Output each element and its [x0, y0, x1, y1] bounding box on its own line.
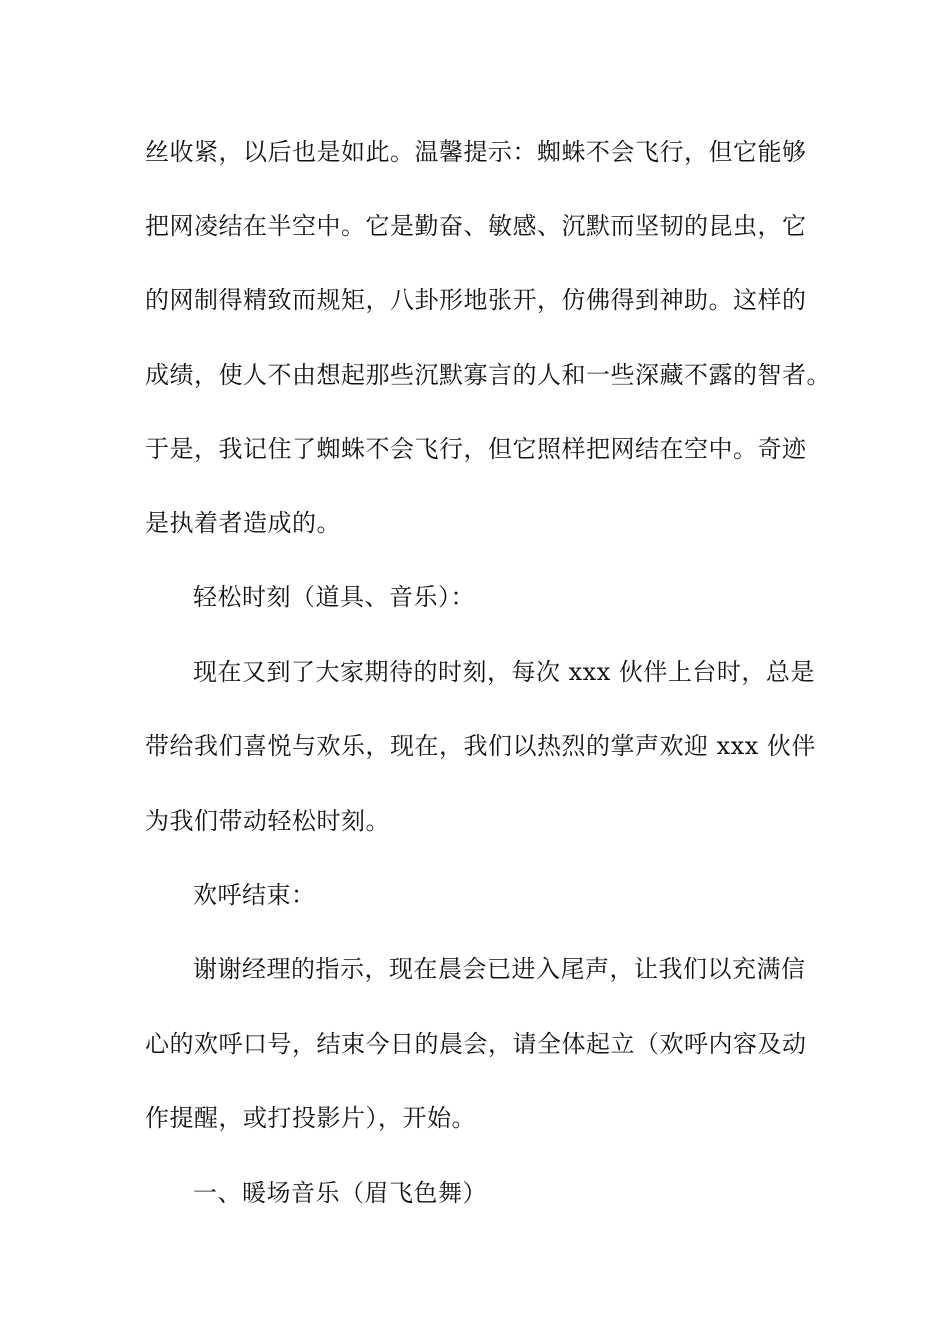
paragraph-line: 于是，我记住了蜘蛛不会飞行，但它照样把网结在空中。奇迹 [145, 435, 807, 463]
paragraph-line: 把网凌结在半空中。它是勤奋、敏感、沉默而坚韧的昆虫，它 [145, 212, 807, 240]
paragraph-line: 的网制得精致而规矩，八卦形地张开，仿佛得到神助。这样的 [145, 286, 807, 314]
section-heading-cheer-end: 欢呼结束： [193, 881, 316, 909]
paragraph-line: 作提醒，或打投影片），开始。 [145, 1104, 476, 1132]
section-heading-warmup-music: 一、暖场音乐（眉飞色舞） [193, 1179, 487, 1207]
paragraph-line: 是执着者造成的。 [145, 509, 341, 537]
paragraph-line: 心的欢呼口号，结束今日的晨会，请全体起立（欢呼内容及动 [145, 1030, 807, 1058]
paragraph-line: 带给我们喜悦与欢乐，现在，我们以热烈的掌声欢迎 xxx 伙伴 [145, 732, 816, 760]
paragraph-line: 成绩，使人不由想起那些沉默寡言的人和一些深藏不露的智者。 [145, 361, 831, 389]
paragraph-line: 现在又到了大家期待的时刻，每次 xxx 伙伴上台时，总是 [193, 658, 815, 686]
paragraph-line: 为我们带动轻松时刻。 [145, 807, 390, 835]
section-heading-relax-moment: 轻松时刻（道具、音乐）： [193, 583, 475, 611]
paragraph-line: 丝收紧，以后也是如此。温馨提示：蜘蛛不会飞行，但它能够 [145, 138, 807, 166]
paragraph-line: 谢谢经理的指示，现在晨会已进入尾声，让我们以充满信 [193, 955, 806, 983]
